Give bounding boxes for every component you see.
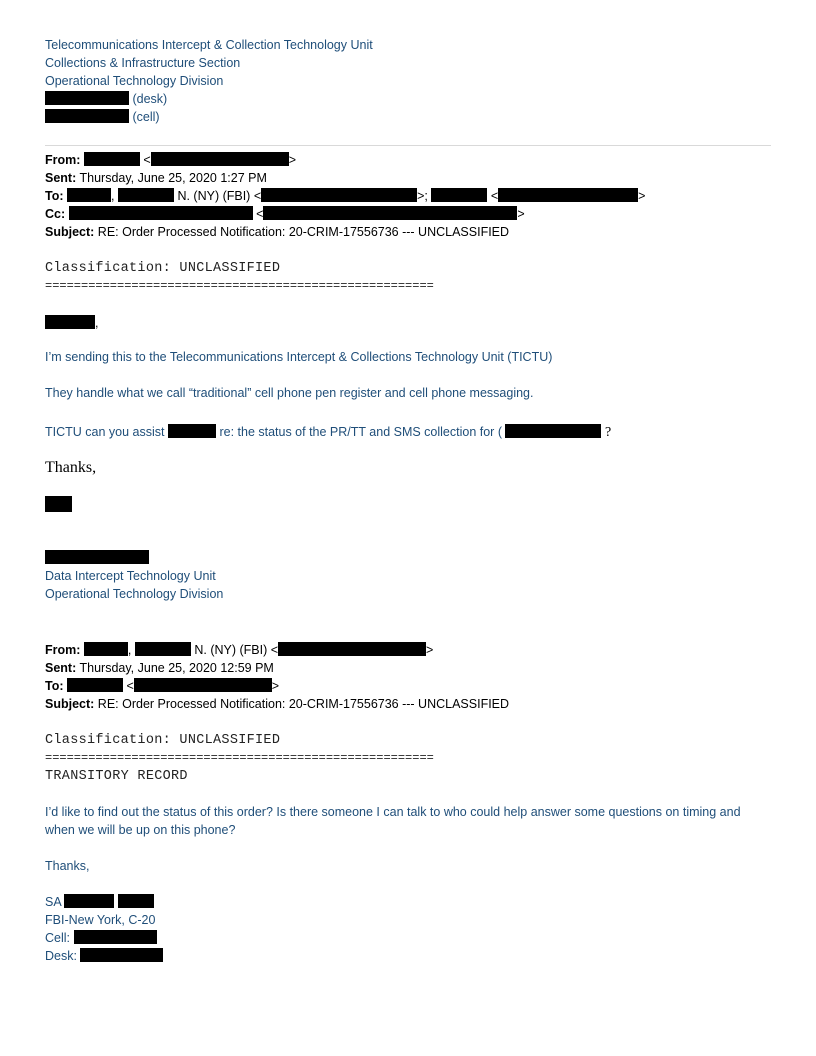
sig-unit: Telecommunications Intercept & Collection Technology Unit: [45, 38, 373, 52]
desk-label: Desk:: [45, 949, 77, 963]
redaction-block: [45, 496, 72, 512]
redaction-block: [64, 894, 114, 908]
sa-label: SA: [45, 895, 61, 909]
redaction-block: [67, 678, 123, 692]
email1-rule: ======================================================: [45, 279, 434, 293]
email2-rule: ======================================================: [45, 751, 434, 765]
to-label: To:: [45, 189, 64, 203]
redaction-block: [67, 188, 111, 202]
email2-to: To: < >: [45, 679, 280, 693]
email1-thanks: Thanks,: [45, 459, 97, 476]
redaction-block: [263, 206, 517, 220]
email2-sig-sa: [45, 893, 154, 911]
redaction-block: [118, 894, 154, 908]
email1-subject: [45, 223, 509, 241]
from-label: From:: [45, 153, 81, 167]
email1-greeting: [45, 314, 98, 332]
email1-body3: [45, 423, 611, 442]
cell-label: (cell): [132, 110, 160, 124]
email1-from: From: < >: [45, 153, 296, 167]
redaction-block: [74, 930, 157, 944]
cell-label: Cell:: [45, 931, 71, 945]
subject-value: RE: Order Processed Notification: 20-CRIM-17556736 --- UNCLASSIFIED: [97, 697, 510, 711]
email1-sig-name: [45, 549, 149, 567]
greeting-comma: ,: [95, 316, 99, 330]
email1-sig-unit: Data Intercept Technology Unit: [45, 569, 216, 583]
subject-label: Subject:: [45, 225, 95, 239]
email2-body: I’d like to find out the status of this order? Is there someone I can talk to who could help answer some questions on timing and when we will be up on this phone?: [45, 805, 741, 837]
email1-body2: They handle what we call “traditional” cell phone pen register and cell phone messaging.: [45, 386, 534, 400]
redaction-block: [135, 642, 191, 656]
sig-desk-line: [45, 90, 167, 108]
email2-from: From: , N. (NY) (FBI) < >: [45, 643, 434, 657]
email2-sig-office: FBI-New York, C-20: [45, 913, 156, 927]
header-divider: [45, 145, 771, 146]
body3-pre: TICTU can you assist: [45, 425, 165, 439]
sent-label: Sent:: [45, 661, 77, 675]
to-name-suffix: N. (NY) (FBI) <: [177, 189, 262, 203]
email2-sent: [45, 659, 274, 677]
email1-classification: Classification: UNCLASSIFIED: [45, 261, 281, 276]
email1-sig-division: Operational Technology Division: [45, 587, 224, 601]
body3-mid: re: the status of the PR/TT and SMS collection for (: [219, 425, 502, 439]
redaction-block: [45, 315, 95, 329]
email2-thanks: Thanks,: [45, 859, 90, 873]
email2-sig-cell: [45, 929, 157, 947]
sig-section: Collections & Infrastructure Section: [45, 56, 241, 70]
redaction-block: [69, 206, 253, 220]
email1-signer-redacted: [45, 496, 72, 515]
email2-record: TRANSITORY RECORD: [45, 769, 188, 784]
email1-sent: [45, 169, 267, 187]
redaction-block: [431, 188, 487, 202]
redaction-block: [45, 109, 129, 123]
email2-sig-desk: [45, 947, 163, 965]
email1-to: To: , N. (NY) (FBI) < >; < >: [45, 189, 646, 203]
redaction-block: [84, 152, 140, 166]
body3-end: ?: [604, 425, 612, 440]
redaction-block: [278, 642, 426, 656]
redaction-block: [84, 642, 128, 656]
email1-body1: I’m sending this to the Telecommunications Intercept & Collections Technology Unit (TICTU): [45, 350, 553, 364]
redaction-block: [498, 188, 638, 202]
redaction-block: [45, 91, 129, 105]
sent-label: Sent:: [45, 171, 77, 185]
sent-value: Thursday, June 25, 2020 1:27 PM: [79, 171, 267, 185]
email2-classification: Classification: UNCLASSIFIED: [45, 733, 281, 748]
email1-cc: Cc: < >: [45, 207, 525, 221]
sig-cell-line: [45, 108, 160, 126]
subject-value: RE: Order Processed Notification: 20-CRIM-17556736 --- UNCLASSIFIED: [97, 225, 510, 239]
redaction-block: [261, 188, 417, 202]
from-label: From:: [45, 643, 81, 657]
from-name-suffix: N. (NY) (FBI) <: [194, 643, 279, 657]
subject-label: Subject:: [45, 697, 95, 711]
sent-value: Thursday, June 25, 2020 12:59 PM: [79, 661, 274, 675]
redaction-block: [151, 152, 289, 166]
to-label: To:: [45, 679, 64, 693]
redaction-block: [118, 188, 174, 202]
redaction-block: [505, 424, 601, 438]
redaction-block: [168, 424, 216, 438]
cc-label: Cc:: [45, 207, 66, 221]
sig-division: Operational Technology Division: [45, 74, 224, 88]
email2-subject: [45, 695, 509, 713]
desk-label: (desk): [132, 92, 168, 106]
redaction-block: [45, 550, 149, 564]
redaction-block: [80, 948, 163, 962]
redaction-block: [134, 678, 272, 692]
